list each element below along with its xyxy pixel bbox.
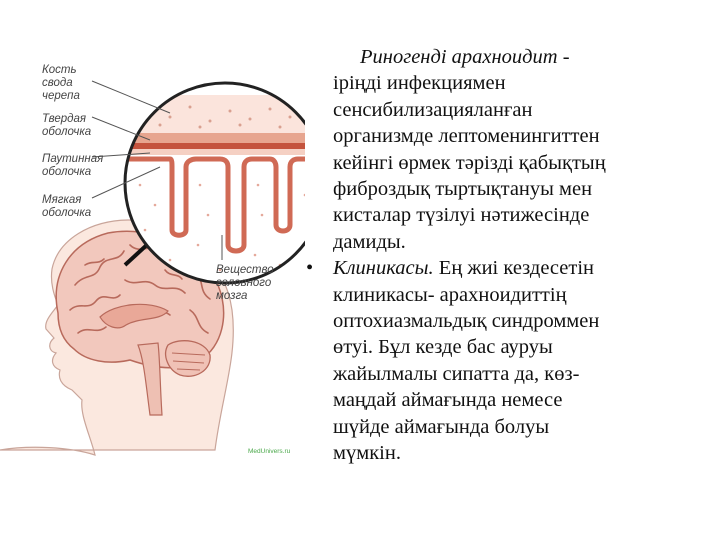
text-line: кейінгі өрмек тәрізді қабықтың — [333, 151, 606, 174]
label-pia: Мягкая оболочка — [42, 194, 92, 219]
label-dura: Твердая оболочка — [42, 113, 92, 138]
label-arachnoid: Паутинная оболочка — [42, 153, 104, 178]
text-line: маңдай аймағында немесе — [333, 389, 563, 412]
clinic-heading: Клиникасы. — [333, 257, 434, 280]
label-brain: Вещество головного мозга — [216, 264, 274, 302]
meninges-diagram — [0, 55, 305, 470]
text-line: мүмкін. — [333, 442, 401, 465]
text-body — [300, 44, 710, 467]
text-line: өтуі. Бұл кезде бас ауруы — [333, 336, 553, 359]
paragraph-title: Риногенді арахноидит - — [360, 46, 570, 68]
bullet: • — [306, 257, 314, 280]
text-line: организмде лептоменингиттен — [333, 125, 600, 148]
text-line: жайылмалы сипатта да, көз- — [333, 362, 580, 385]
text-line: сенсибилизацияланған — [333, 98, 533, 121]
label-skull: Кость свода черепа — [42, 64, 80, 102]
watermark: MedUnivers.ru — [248, 448, 291, 455]
text-line: іріңді инфекциямен — [333, 72, 506, 95]
text-line: фиброздық тыртықтануы мен — [333, 178, 593, 201]
text-line: кисталар түзілуі нәтижесінде — [333, 204, 590, 227]
paragraph-clinic — [300, 255, 710, 466]
text-line: клиникасы- арахноидиттің — [333, 283, 567, 306]
text-line: Клиникасы. Ең жиі кездесетін — [333, 257, 595, 280]
text-line: дамиды. — [333, 230, 406, 253]
text-line: оптохиазмальдық синдроммен — [333, 310, 600, 333]
meninges-illustration — [0, 55, 305, 470]
text-line: шүйде аймағында болуы — [333, 415, 550, 438]
paragraph-definition — [300, 44, 710, 255]
